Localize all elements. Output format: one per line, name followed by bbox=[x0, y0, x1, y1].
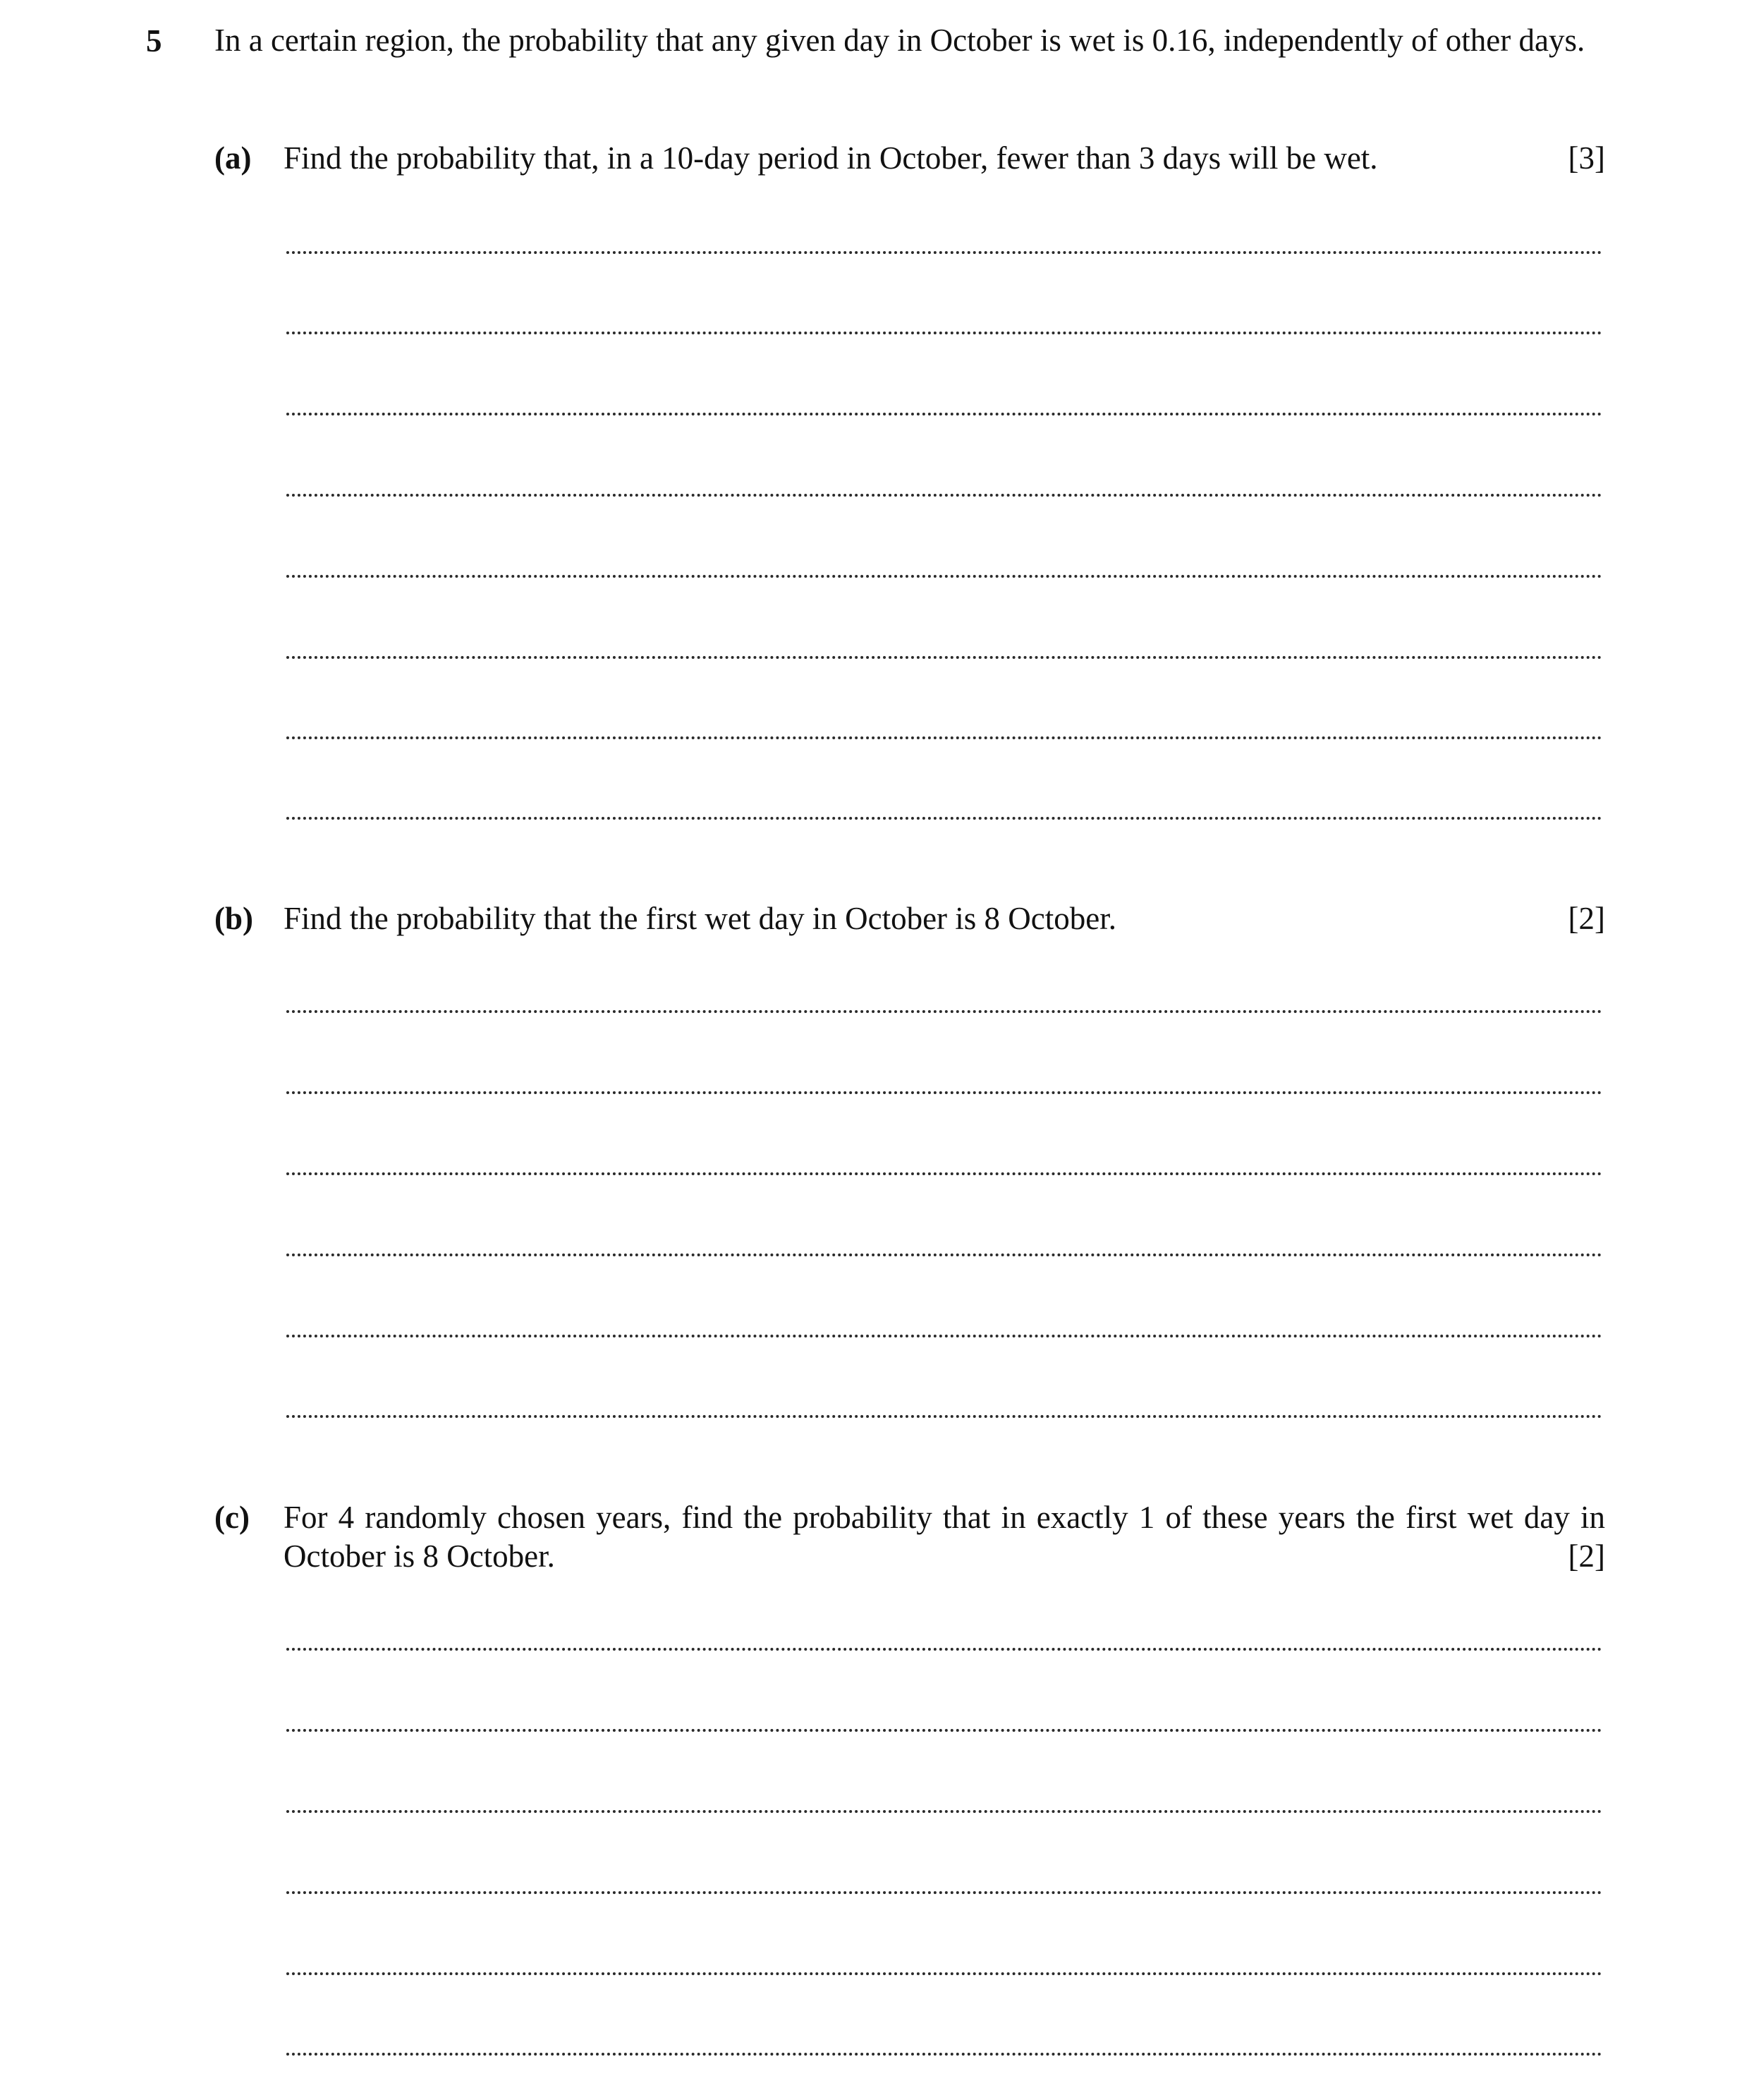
part-c-label: (c) bbox=[214, 1500, 250, 1535]
answer-line[interactable] bbox=[286, 1254, 1602, 1256]
question-stem: In a certain region, the probability that any given day in October is wet is 0.16, independently of other days. bbox=[214, 23, 1585, 58]
answer-line[interactable] bbox=[286, 1172, 1602, 1175]
part-c-marks: [2] bbox=[1568, 1538, 1605, 1574]
answer-line[interactable] bbox=[286, 1729, 1602, 1732]
answer-line[interactable] bbox=[286, 413, 1602, 415]
part-a-text: Find the probability that, in a 10-day period in October, fewer than 3 days will be wet. bbox=[284, 140, 1378, 176]
part-c-text: For 4 randomly chosen years, find the probability that in exactly 1 of these years the first wet day in October is 8 October. bbox=[284, 1500, 1605, 1574]
answer-line[interactable] bbox=[286, 332, 1602, 334]
answer-line[interactable] bbox=[286, 656, 1602, 659]
answer-line[interactable] bbox=[286, 1415, 1602, 1418]
part-b-text: Find the probability that the first wet day in October is 8 October. bbox=[284, 901, 1117, 936]
question-number: 5 bbox=[146, 23, 162, 59]
part-a-marks: [3] bbox=[1568, 140, 1605, 176]
answer-line[interactable] bbox=[286, 817, 1602, 820]
answer-line[interactable] bbox=[286, 1648, 1602, 1651]
answer-line[interactable] bbox=[286, 1091, 1602, 1094]
answer-line[interactable] bbox=[286, 251, 1602, 254]
answer-line[interactable] bbox=[286, 575, 1602, 578]
answer-line[interactable] bbox=[286, 1010, 1602, 1013]
answer-line[interactable] bbox=[286, 1335, 1602, 1337]
part-b-label: (b) bbox=[214, 901, 253, 936]
answer-line[interactable] bbox=[286, 1972, 1602, 1975]
answer-line[interactable] bbox=[286, 736, 1602, 739]
answer-line[interactable] bbox=[286, 494, 1602, 497]
part-b-marks: [2] bbox=[1568, 901, 1605, 936]
answer-line[interactable] bbox=[286, 2053, 1602, 2056]
answer-line[interactable] bbox=[286, 1810, 1602, 1813]
part-a-label: (a) bbox=[214, 140, 252, 176]
answer-line[interactable] bbox=[286, 1891, 1602, 1894]
